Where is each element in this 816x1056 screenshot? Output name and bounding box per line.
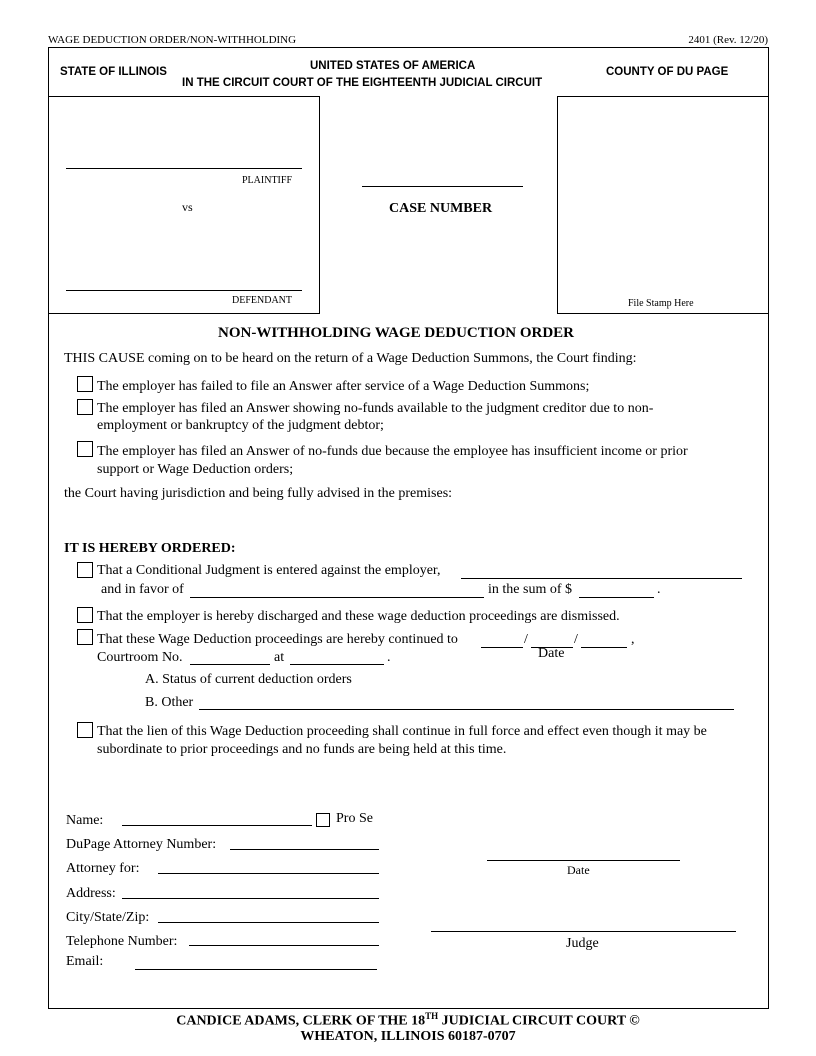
form-number: 2401 (Rev. 12/20)	[688, 34, 768, 46]
address-line[interactable]	[122, 898, 379, 899]
order-1-checkbox[interactable]	[77, 562, 93, 578]
order-2-text: That the employer is hereby discharged and these wage deduction proceedings are dismissed.	[97, 609, 620, 624]
at-label: at	[274, 650, 285, 665]
address-label: Address:	[66, 886, 116, 901]
courtroom-number-line[interactable]	[190, 664, 270, 665]
court-label: IN THE CIRCUIT COURT OF THE EIGHTEENTH JUDICIAL CIRCUIT	[182, 77, 543, 89]
option-b-label: B. Other	[145, 695, 194, 710]
order-4-checkbox[interactable]	[77, 722, 93, 738]
judge-label: Judge	[566, 936, 599, 951]
footer-clerk-sup: TH	[425, 1011, 439, 1021]
signature-date-line[interactable]	[487, 860, 680, 861]
footer-clerk-pre: CANDICE ADAMS, CLERK OF THE 18	[176, 1013, 426, 1029]
finding-3-checkbox[interactable]	[77, 441, 93, 457]
courtroom-time-line[interactable]	[290, 664, 384, 665]
order-2-checkbox[interactable]	[77, 607, 93, 623]
favor-of-line[interactable]	[190, 597, 484, 598]
intro-text: THIS CAUSE coming on to be heard on the return of a Wage Deduction Summons, the Court finding:	[64, 351, 637, 366]
option-a-text: A. Status of current deduction orders	[145, 672, 352, 687]
finding-1-checkbox[interactable]	[77, 376, 93, 392]
name-label: Name:	[66, 813, 104, 828]
sum-amount-line[interactable]	[579, 597, 654, 598]
judge-signature-line[interactable]	[431, 931, 736, 932]
attorney-for-line[interactable]	[158, 873, 379, 874]
case-number-line[interactable]	[362, 186, 523, 187]
order-title: NON-WITHHOLDING WAGE DEDUCTION ORDER	[218, 325, 575, 341]
courtroom-end: .	[387, 650, 391, 665]
telephone-label: Telephone Number:	[66, 934, 178, 949]
country-label: UNITED STATES OF AMERICA	[310, 60, 476, 72]
finding-2-checkbox[interactable]	[77, 399, 93, 415]
continued-date-caption: Date	[538, 646, 565, 661]
defendant-label: DEFENDANT	[232, 295, 292, 306]
name-line[interactable]	[122, 825, 312, 826]
date-slash-2: /	[574, 632, 578, 647]
footer-clerk-post: JUDICIAL CIRCUIT COURT ©	[438, 1013, 640, 1029]
defendant-line[interactable]	[66, 290, 302, 291]
order-3-checkbox[interactable]	[77, 629, 93, 645]
file-stamp-label: File Stamp Here	[628, 298, 694, 309]
finding-2-text-line1: The employer has filed an Answer showing no-funds available to the judgment creditor due to non-	[97, 401, 654, 416]
footer-address: WHEATON, ILLINOIS 60187-0707	[300, 1029, 516, 1044]
date-slash-1: /	[524, 632, 528, 647]
city-label: City/State/Zip:	[66, 910, 150, 925]
plaintiff-label: PLAINTIFF	[242, 175, 293, 186]
date-comma: ,	[631, 632, 635, 647]
email-label: Email:	[66, 954, 104, 969]
city-line[interactable]	[158, 922, 379, 923]
other-line[interactable]	[199, 709, 734, 710]
order-1-sum-label: in the sum of $	[488, 582, 572, 597]
ordered-heading: IT IS HEREBY ORDERED:	[64, 541, 236, 556]
finding-3-text-line1: The employer has filed an Answer of no-funds due because the employee has insufficient income or prior	[97, 444, 688, 459]
finding-2-text-line2: employment or bankruptcy of the judgment debtor;	[97, 418, 384, 433]
finding-1-text: The employer has failed to file an Answer after service of a Wage Deduction Summons;	[97, 379, 590, 394]
vs-label: vs	[182, 200, 193, 214]
attorney-number-label: DuPage Attorney Number:	[66, 837, 217, 852]
telephone-line[interactable]	[189, 945, 379, 946]
state-label: STATE OF ILLINOIS	[60, 66, 167, 78]
caption-top-rule	[49, 96, 319, 97]
courtroom-label: Courtroom No.	[97, 650, 183, 665]
caption-left-box-border	[319, 96, 320, 313]
finding-3-text-line2: support or Wage Deduction orders;	[97, 462, 294, 477]
continued-month-line[interactable]	[481, 647, 523, 648]
case-number-label: CASE NUMBER	[389, 201, 493, 216]
order-3-text: That these Wage Deduction proceedings are hereby continued to	[97, 632, 458, 647]
jurisdiction-text: the Court having jurisdiction and being fully advised in the premises:	[64, 486, 453, 501]
signature-date-label: Date	[567, 863, 590, 877]
order-4-text-line1: That the lien of this Wage Deduction proceeding shall continue in full force and effect even though it may be	[97, 724, 707, 739]
employer-name-line[interactable]	[461, 578, 742, 579]
attorney-number-line[interactable]	[230, 849, 379, 850]
order-1-end: .	[657, 582, 661, 597]
pro-se-checkbox[interactable]	[316, 813, 330, 827]
continued-year-line[interactable]	[581, 647, 627, 648]
order-1-favor-label: and in favor of	[101, 582, 184, 597]
form-title: WAGE DEDUCTION ORDER/NON-WITHHOLDING	[48, 34, 297, 46]
county-label: COUNTY OF DU PAGE	[606, 66, 729, 78]
caption-bottom-rule	[49, 313, 320, 314]
pro-se-label: Pro Se	[336, 811, 373, 826]
attorney-for-label: Attorney for:	[66, 861, 140, 876]
order-1-text: That a Conditional Judgment is entered against the employer,	[97, 563, 441, 578]
order-4-text-line2: subordinate to prior proceedings and no funds are being held at this time.	[97, 742, 507, 757]
footer-clerk	[0, 1011, 816, 1030]
plaintiff-line[interactable]	[66, 168, 302, 169]
file-stamp-box	[557, 96, 769, 314]
email-line[interactable]	[135, 969, 377, 970]
